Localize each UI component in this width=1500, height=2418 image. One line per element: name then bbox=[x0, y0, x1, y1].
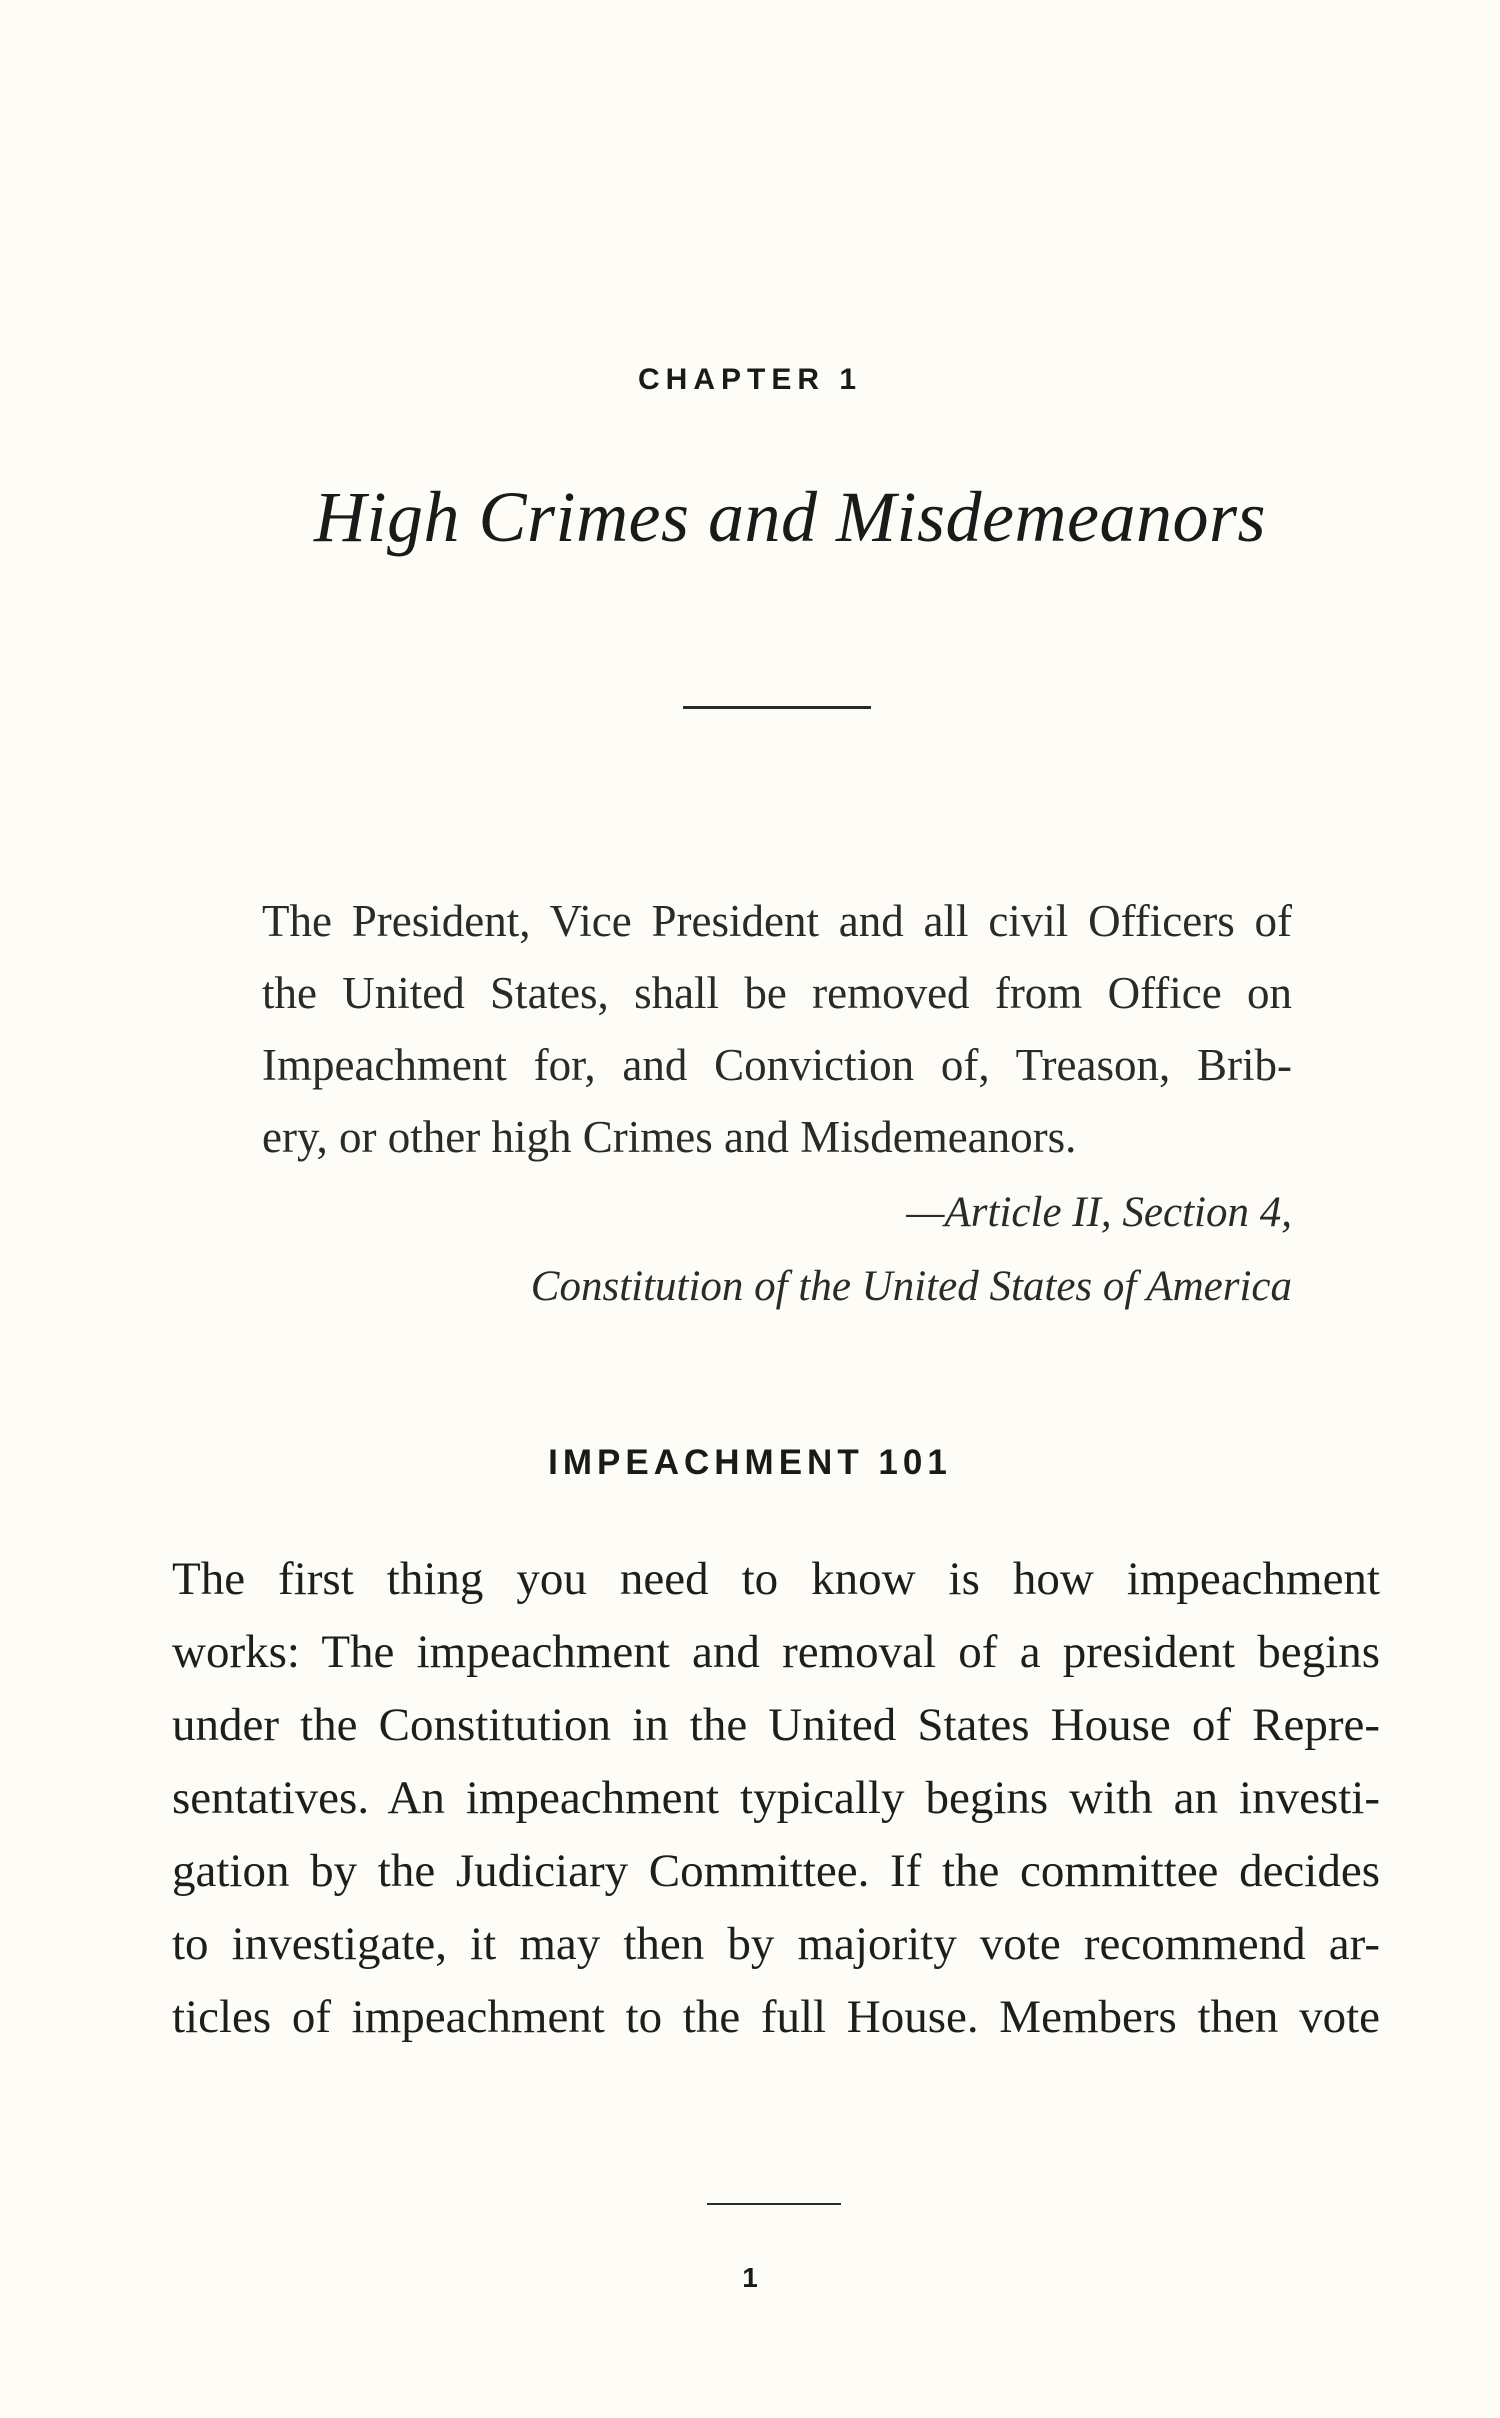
section-heading: IMPEACHMENT 101 bbox=[548, 1443, 952, 1482]
epigraph-quote bbox=[262, 885, 1292, 1173]
body-line: works: The impeachment and removal of a president begins bbox=[172, 1626, 1380, 1678]
body-line: under the Constitution in the United States House of Repre- bbox=[172, 1699, 1380, 1751]
epigraph-line: Impeachment for, and Conviction of, Treason, Brib- bbox=[262, 1040, 1292, 1090]
chapter-title: High Crimes and Misdemeanors bbox=[314, 477, 1266, 557]
epigraph-attribution bbox=[262, 1176, 1292, 1324]
title-divider bbox=[683, 706, 871, 709]
epigraph-line: the United States, shall be removed from Office on bbox=[262, 968, 1292, 1018]
footer-divider bbox=[707, 2203, 841, 2205]
body-line: gation by the Judiciary Committee. If the committee decides bbox=[172, 1845, 1380, 1897]
epigraph-line: The President, Vice President and all civil Officers of bbox=[262, 896, 1292, 946]
chapter-label: CHAPTER 1 bbox=[637, 363, 863, 396]
page-number: 1 bbox=[742, 2262, 758, 2293]
attribution-line: —Article II, Section 4, bbox=[906, 1189, 1292, 1236]
body-line: ticles of impeachment to the full House. Members then vote bbox=[172, 1991, 1380, 2043]
body-line: to investigate, it may then by majority vote recommend ar- bbox=[172, 1918, 1380, 1970]
body-paragraph bbox=[172, 1543, 1380, 2054]
attribution-line: Constitution of the United States of America bbox=[530, 1263, 1292, 1310]
body-line: sentatives. An impeachment typically begins with an investi- bbox=[172, 1772, 1380, 1824]
epigraph-line: ery, or other high Crimes and Misdemeanors. bbox=[262, 1112, 1077, 1162]
body-line: The first thing you need to know is how impeachment bbox=[172, 1553, 1380, 1605]
